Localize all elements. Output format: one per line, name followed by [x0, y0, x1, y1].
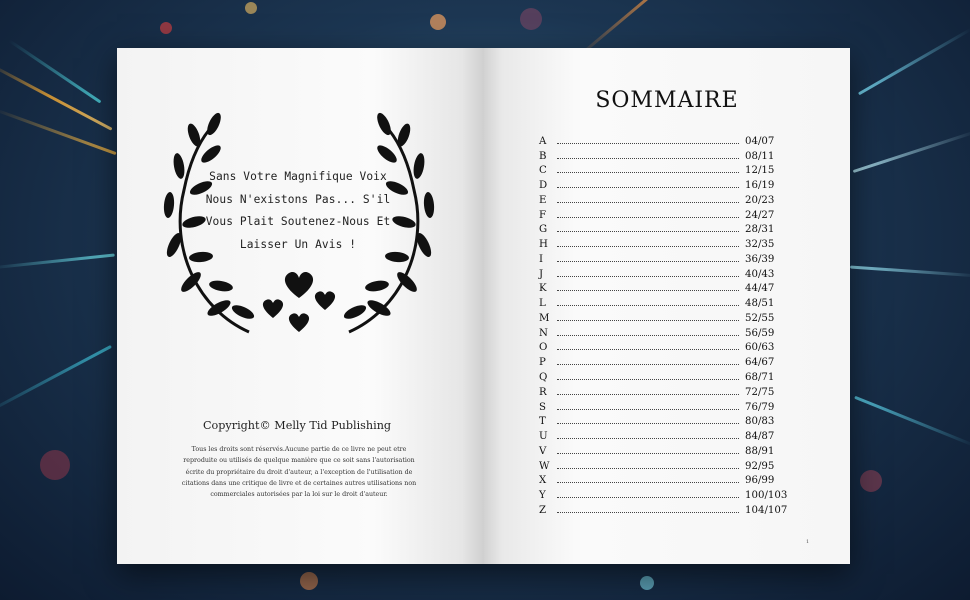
toc-row — [539, 310, 797, 325]
toc-row — [539, 443, 797, 458]
quote-line: Vous Plait Soutenez-Nous Et — [205, 215, 391, 228]
toc-row — [539, 325, 797, 340]
toc-leader-dots — [557, 379, 739, 380]
toc-row — [539, 399, 797, 414]
toc-page-range: 32/35 — [745, 239, 775, 251]
toc-page-range: 56/59 — [745, 327, 775, 339]
bokeh-dot — [430, 14, 446, 30]
toc-leader-dots — [557, 512, 739, 513]
toc-page-range: 92/95 — [745, 460, 775, 472]
legal-line: reproduite ou utilisés de quelque manière que ce soit sans l'autorisation — [183, 457, 415, 465]
toc-letter: I — [539, 253, 544, 265]
toc-letter: G — [539, 224, 548, 236]
toc-page-range: 36/39 — [745, 253, 775, 265]
toc-row — [539, 458, 797, 473]
toc-leader-dots — [557, 409, 739, 410]
quote-line: Sans Votre Magnifique Voix — [209, 170, 387, 183]
toc-page-range: 16/19 — [745, 180, 775, 192]
toc-letter: P — [539, 357, 546, 369]
copyright-heading: Copyright© Melly Tid Publishing — [202, 419, 392, 432]
toc-letter: E — [539, 194, 547, 206]
toc-row — [539, 295, 797, 310]
light-streak — [853, 130, 970, 173]
toc-leader-dots — [557, 231, 739, 232]
toc-page-range: 96/99 — [745, 475, 775, 487]
toc-letter: O — [539, 342, 548, 354]
toc-page-range: 76/79 — [745, 401, 775, 413]
bokeh-dot — [520, 8, 542, 30]
bokeh-dot — [860, 470, 882, 492]
left-page — [117, 48, 484, 564]
toc-page-range: 64/67 — [745, 357, 775, 369]
toc-letter: B — [539, 150, 547, 162]
toc-row — [539, 236, 797, 251]
toc-page-range: 88/91 — [745, 445, 775, 457]
toc-page-range: 68/71 — [745, 372, 775, 384]
toc-letter: F — [539, 209, 547, 221]
toc-row — [539, 133, 797, 148]
toc-page-range: 72/75 — [745, 386, 775, 398]
toc-letter: U — [539, 431, 548, 443]
toc-row — [539, 340, 797, 355]
light-streak — [0, 253, 115, 269]
toc-leader-dots — [557, 305, 739, 306]
toc-title: SOMMAIRE — [595, 88, 739, 113]
legal-line: citations dans une critique de livre et de certaines autres utilisations non — [181, 479, 417, 487]
light-streak — [9, 40, 102, 104]
toc-page-range: 04/07 — [745, 135, 775, 147]
toc-page-range: 104/107 — [745, 504, 788, 516]
bokeh-dot — [300, 572, 318, 590]
toc-letter: Z — [539, 504, 547, 516]
toc-letter: M — [539, 312, 550, 324]
legal-line: Tous les droits sont réservés.Aucune partie de ce livre ne peut etre — [191, 446, 407, 453]
toc-letter: Q — [539, 372, 548, 384]
bokeh-dot — [245, 2, 257, 14]
toc-leader-dots — [557, 143, 739, 144]
toc-page-range: 100/103 — [745, 490, 788, 502]
toc-leader-dots — [557, 320, 739, 321]
quote-line: Laisser Un Avis ! — [239, 237, 357, 251]
toc-letter: Y — [539, 490, 546, 502]
toc-row — [539, 473, 797, 488]
toc-row — [539, 207, 797, 222]
light-streak — [850, 265, 970, 277]
page-number: 1 — [806, 539, 810, 545]
toc-page-range: 28/31 — [745, 224, 775, 236]
toc-row — [539, 369, 797, 384]
toc-leader-dots — [557, 349, 739, 350]
toc-row — [539, 266, 797, 281]
toc-row — [539, 502, 797, 517]
toc-row — [539, 428, 797, 443]
toc-row — [539, 163, 797, 178]
toc-leader-dots — [557, 335, 739, 336]
bokeh-dot — [40, 450, 70, 480]
toc-letter: H — [539, 239, 548, 251]
toc-letter: C — [539, 165, 547, 177]
toc-leader-dots — [557, 394, 739, 395]
toc-row — [539, 414, 797, 429]
light-streak — [854, 396, 970, 447]
bokeh-dot — [640, 576, 654, 590]
toc-page-range: 12/15 — [745, 165, 775, 177]
right-page — [484, 48, 850, 564]
toc-leader-dots — [557, 438, 739, 439]
toc-page-range: 08/11 — [745, 150, 775, 162]
toc-leader-dots — [557, 202, 739, 203]
toc-leader-dots — [557, 497, 739, 498]
toc-page-range: 60/63 — [745, 342, 775, 354]
toc-row — [539, 384, 797, 399]
toc-letter: X — [539, 475, 547, 487]
toc-letter: K — [539, 283, 547, 295]
toc-letter: V — [539, 445, 547, 457]
toc-letter: J — [539, 268, 544, 280]
toc-page-range: 40/43 — [745, 268, 775, 280]
toc-letter: A — [539, 135, 547, 147]
toc-leader-dots — [557, 453, 739, 454]
toc-leader-dots — [557, 276, 739, 277]
toc-letter: W — [539, 460, 550, 472]
toc-letter: R — [539, 386, 547, 398]
support-quote — [187, 166, 409, 256]
toc-leader-dots — [557, 187, 739, 188]
toc-page-range: 20/23 — [745, 194, 775, 206]
toc-letter: L — [539, 298, 546, 310]
toc-leader-dots — [557, 217, 739, 218]
toc-page-range: 48/51 — [745, 298, 775, 310]
toc-letter: N — [539, 327, 548, 339]
toc-row — [539, 487, 797, 502]
toc-row — [539, 222, 797, 237]
toc-letter: T — [539, 416, 546, 428]
toc-leader-dots — [557, 423, 739, 424]
toc-leader-dots — [557, 364, 739, 365]
light-streak — [858, 28, 970, 96]
toc-leader-dots — [557, 261, 739, 262]
open-book — [117, 48, 850, 564]
toc-leader-dots — [557, 290, 739, 291]
toc-leader-dots — [557, 468, 739, 469]
toc-letter: S — [539, 401, 546, 413]
toc-row — [539, 251, 797, 266]
toc-row — [539, 148, 797, 163]
toc-row — [539, 177, 797, 192]
legal-line: écrite du propriétaire du droit d'auteur, a l'exception de l'utilisation de — [185, 468, 413, 476]
toc-page-range: 24/27 — [745, 209, 775, 221]
light-streak — [0, 345, 112, 418]
table-of-contents — [539, 133, 797, 517]
toc-leader-dots — [557, 158, 739, 159]
legal-notice — [165, 444, 433, 500]
quote-line: Nous N'existons Pas... S'il — [205, 192, 391, 206]
legal-line: commerciales autorisées par la loi sur le droit d'auteur. — [210, 491, 388, 499]
toc-leader-dots — [557, 172, 739, 173]
toc-page-range: 52/55 — [745, 312, 775, 324]
toc-row — [539, 281, 797, 296]
light-streak — [0, 108, 117, 155]
toc-row — [539, 192, 797, 207]
toc-leader-dots — [557, 246, 739, 247]
bokeh-dot — [160, 22, 172, 34]
toc-page-range: 44/47 — [745, 283, 775, 295]
toc-row — [539, 354, 797, 369]
toc-leader-dots — [557, 482, 739, 483]
toc-page-range: 80/83 — [745, 416, 775, 428]
toc-letter: D — [539, 180, 548, 192]
toc-page-range: 84/87 — [745, 431, 775, 443]
